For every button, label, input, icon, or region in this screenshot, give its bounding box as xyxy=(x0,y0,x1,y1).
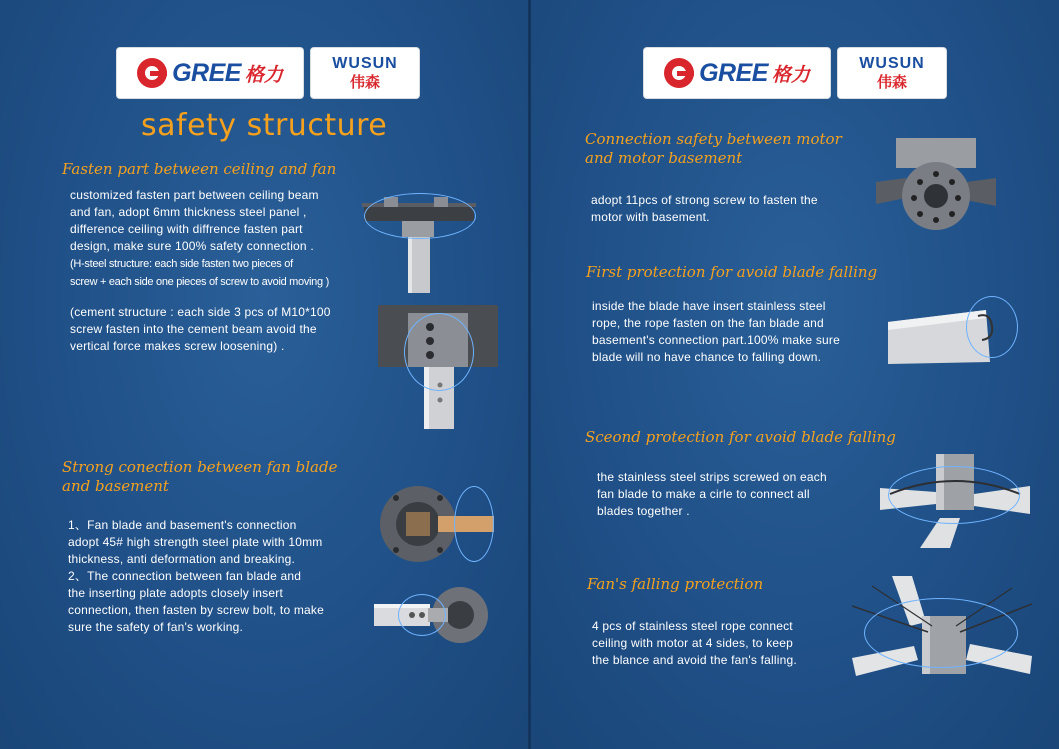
section-heading-second-protection: Sceond protection for avoid blade falling xyxy=(585,428,896,446)
photo-blade-rope xyxy=(886,292,1022,382)
wusun-logo-right xyxy=(838,48,946,98)
text-line: thickness, anti deformation and breaking. xyxy=(68,552,295,566)
highlight-circle xyxy=(888,466,1020,524)
section-body-falling-protection xyxy=(592,618,872,669)
text-line: basement's connection part.100% make sure xyxy=(592,333,840,347)
gree-logo xyxy=(117,48,303,98)
text-line: design, make sure 100% safety connection . xyxy=(70,239,314,253)
section-heading-motor-basement: Connection safety between motor and motor basement xyxy=(585,130,842,167)
text-line: adopt 11pcs of strong screw to fasten the xyxy=(591,193,818,207)
section-body-blade-connection xyxy=(68,517,368,636)
highlight-circle xyxy=(864,598,1018,668)
section-body-ceiling-fasten xyxy=(70,187,370,355)
section-heading-first-protection: First protection for avoid blade falling xyxy=(586,263,878,281)
gree-logo-right xyxy=(644,48,830,98)
wusun-wordmark: WUSUN xyxy=(859,55,925,72)
text-line: customized fasten part between ceiling beam xyxy=(70,188,319,202)
gree-chinese-mark: 格力 xyxy=(244,63,283,86)
section-body-motor-basement xyxy=(591,192,871,226)
text-line: motor with basement. xyxy=(591,210,710,224)
text-line: inside the blade have insert stainless steel xyxy=(592,299,826,313)
motor-basement-illustration xyxy=(876,138,996,238)
page-title: safety structure xyxy=(141,108,388,143)
wusun-chinese-mark: 伟森 xyxy=(349,73,380,91)
section-body-second-protection xyxy=(597,469,877,520)
photo-cement-bracket xyxy=(378,305,498,430)
text-line: rope, the rope fasten on the fan blade and xyxy=(592,316,824,330)
wusun-logo xyxy=(311,48,419,98)
photo-steel-strips xyxy=(880,448,1030,548)
text-line: (cement structure : each side 3 pcs of M10*100 xyxy=(70,305,331,319)
text-line: 4 pcs of stainless steel rope connect xyxy=(592,619,793,633)
section-heading-falling-protection: Fan's falling protection xyxy=(587,575,764,593)
text-line: the blance and avoid the fan's falling. xyxy=(592,653,797,667)
section-heading-blade-connection: Strong conection between fan blade and basement xyxy=(62,458,338,495)
text-line: blades together . xyxy=(597,504,690,518)
highlight-circle xyxy=(966,296,1018,358)
highlight-circle xyxy=(404,313,474,391)
highlight-circle xyxy=(454,486,494,562)
gree-wordmark: GREE xyxy=(172,58,241,87)
text-line: screw + each side one pieces of screw to avoid moving ) xyxy=(70,276,329,288)
text-line: screw fasten into the cement beam avoid the xyxy=(70,322,317,336)
text-line: 2、The connection between fan blade and xyxy=(68,569,302,583)
wusun-chinese-mark: 伟森 xyxy=(876,73,907,91)
text-line: fan blade to make a cirle to connect all xyxy=(597,487,810,501)
text-line: connection, then fasten by screw bolt, to make xyxy=(68,603,325,617)
text-line: and fan, adopt 6mm thickness steel panel , xyxy=(70,205,307,219)
text-line: vertical force makes screw loosening) . xyxy=(70,339,285,353)
section-body-first-protection xyxy=(592,298,882,366)
text-line: the inserting plate adopts closely insert xyxy=(68,586,283,600)
text-line: (H-steel structure: each side fasten two pieces of xyxy=(70,258,293,270)
page-fold xyxy=(528,0,531,749)
text-line: difference ceiling with diffrence fasten part xyxy=(70,222,303,236)
highlight-circle xyxy=(398,594,446,636)
text-line: ceiling with motor at 4 sides, to keep xyxy=(592,636,794,650)
highlight-circle xyxy=(364,193,476,239)
text-line: blade will no have chance to falling down. xyxy=(592,350,822,364)
photo-hsteel-bracket xyxy=(362,185,494,295)
section-heading-ceiling-fasten: Fasten part between ceiling and fan xyxy=(62,160,337,178)
photo-hub-plates xyxy=(378,478,496,570)
photo-blade-insert xyxy=(372,580,502,650)
gree-wordmark: GREE xyxy=(699,58,768,87)
photo-motor-basement xyxy=(876,138,996,238)
text-line: adopt 45# high strength steel plate with 10mm xyxy=(68,535,323,549)
photo-safety-ropes xyxy=(852,576,1032,686)
gree-mark-icon xyxy=(664,58,694,88)
text-line: the stainless steel strips screwed on each xyxy=(597,470,827,484)
wusun-wordmark: WUSUN xyxy=(332,55,398,72)
gree-mark-icon xyxy=(137,58,167,88)
text-line: sure the safety of fan's working. xyxy=(68,620,243,634)
gree-chinese-mark: 格力 xyxy=(771,63,810,86)
text-line: 1、Fan blade and basement's connection xyxy=(68,518,297,532)
